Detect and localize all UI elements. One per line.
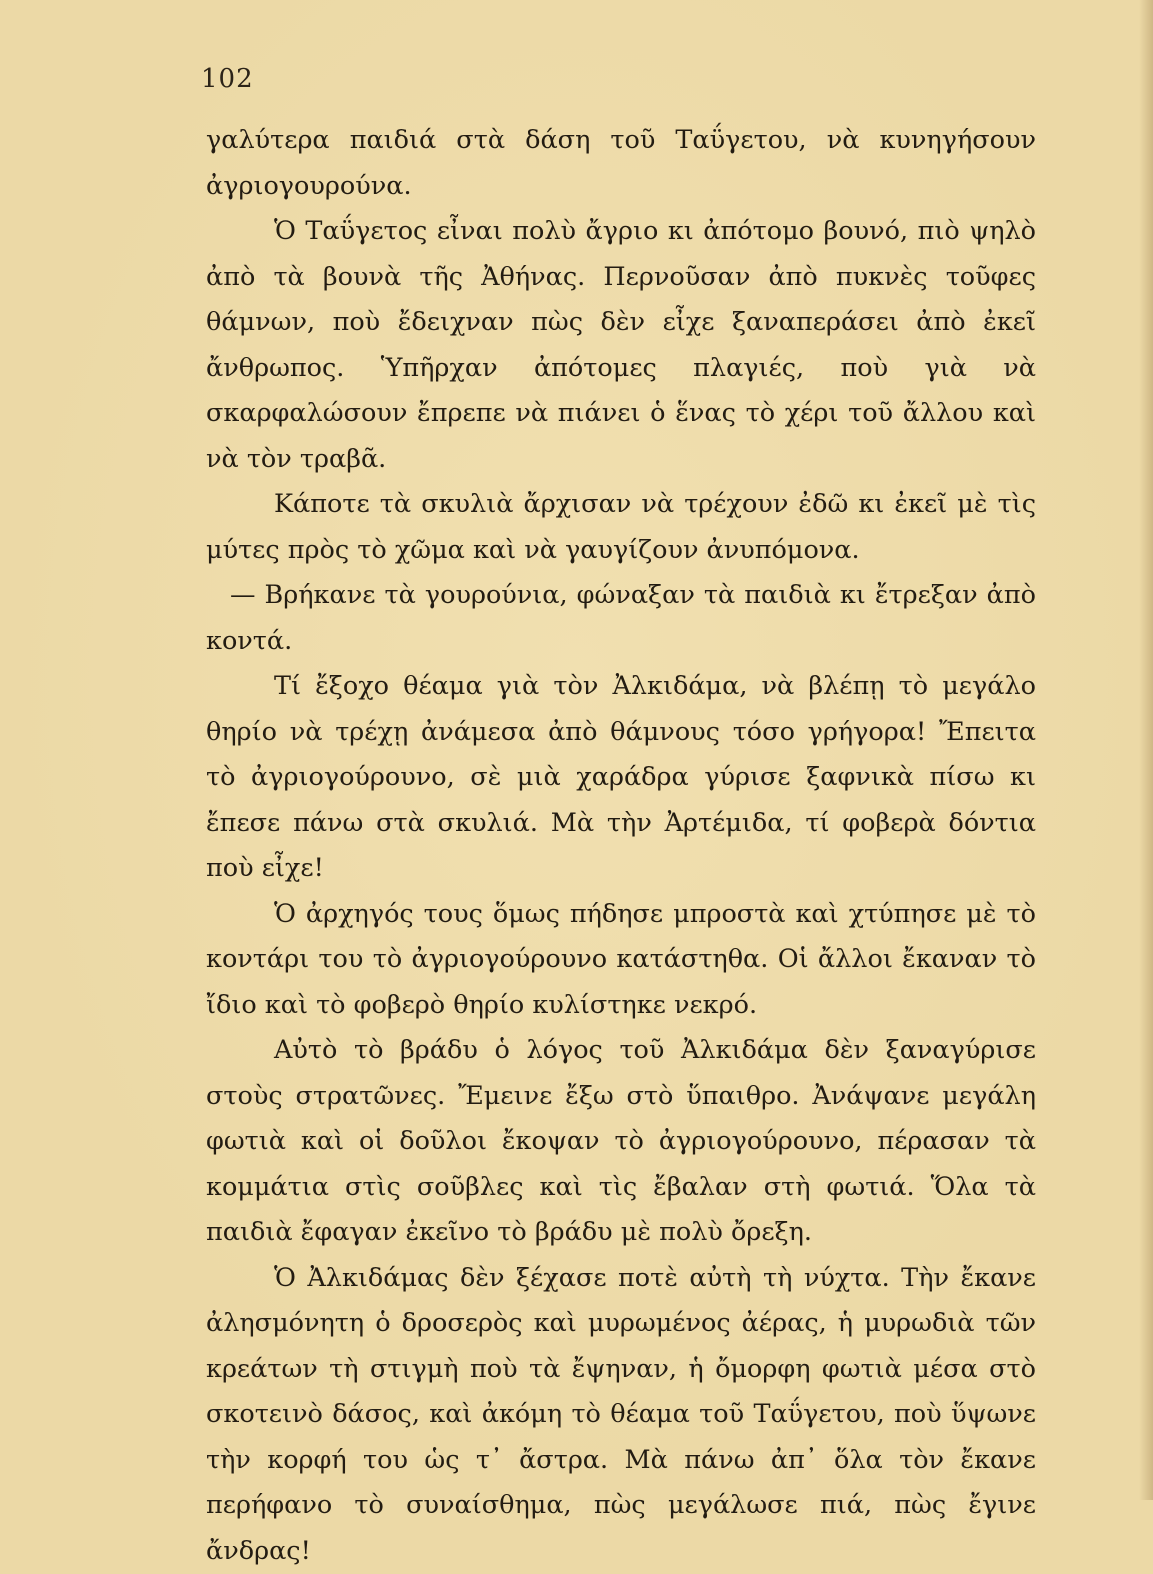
paragraph-continuation: γαλύτερα παιδιά στὰ δάση τοῦ Ταΰγετου, νὰ κυνηγήσουν ἀγριογουρούνα. [206, 118, 1036, 209]
paragraph: Ὁ ἀρχηγός τους ὅμως πήδησε μπροστὰ καὶ χτύπησε μὲ τὸ κοντάρι του τὸ ἀγριογούρουνο κατάστηθα. Οἱ ἄλλοι ἔκαναν τὸ ἴδιο καὶ τὸ φοβερὸ θηρίο κυλίστηκε νεκρό. [206, 892, 1036, 1029]
paragraph: Ὁ Ἀλκιδάμας δὲν ξέχασε ποτὲ αὐτὴ τὴ νύχτα. Τὴν ἔκανε ἀλησμόνητη ὁ δροσερὸς καὶ μυρωμένος ἀέρας, ἡ μυρωδιὰ τῶν κρεάτων τὴ στιγμὴ ποὺ τὰ ἔψηναν, ἡ ὄμορφη φωτιὰ μέσα στὸ σκοτεινὸ δάσος, καὶ ἀκόμη τὸ θέαμα τοῦ Ταΰγετου, ποὺ ὕψωνε τὴν κορφή του ὡς τ᾽ ἄστρα. Μὰ πάνω ἀπ᾽ ὅλα τὸν ἔκανε περήφανο τὸ συναίσθημα, πὼς μεγάλωσε πιά, πὼς ἔγινε ἄνδρας! [206, 1256, 1036, 1574]
paragraph: Αὐτὸ τὸ βράδυ ὁ λόγος τοῦ Ἀλκιδάμα δὲν ξαναγύρισε στοὺς στρατῶνες. Ἔμεινε ἔξω στὸ ὕπαιθρο. Ἀνάψανε μεγάλη φωτιὰ καὶ οἱ δοῦλοι ἔκοψαν τὸ ἀγριογούρουνο, πέρασαν τὰ κομμάτια στὶς σοῦβλες καὶ τὶς ἔβαλαν στὴ φωτιά. Ὅλα τὰ παιδιὰ ἔφαγαν ἐκεῖνο τὸ βράδυ μὲ πολὺ ὄρεξη. [206, 1028, 1036, 1256]
body-text [206, 118, 1036, 1574]
paragraph: Τί ἔξοχο θέαμα γιὰ τὸν Ἀλκιδάμα, νὰ βλέπῃ τὸ μεγάλο θηρίο νὰ τρέχῃ ἀνάμεσα ἀπὸ θάμνους τόσο γρήγορα! Ἔπειτα τὸ ἀγριογούρουνο, σὲ μιὰ χαράδρα γύρισε ξαφνικὰ πίσω κι ἔπεσε πάνω στὰ σκυλιά. Μὰ τὴν Ἀρτέμιδα, τί φοβερὰ δόντια ποὺ εἶχε! [206, 664, 1036, 892]
page-edge-shadow [1139, 0, 1153, 1500]
page-number: 102 [201, 64, 254, 94]
paragraph-dialogue: — Βρήκανε τὰ γουρούνια, φώναξαν τὰ παιδιὰ κι ἔτρεξαν ἀπὸ κοντά. [206, 573, 1036, 664]
paragraph: Ὁ Ταΰγετος εἶναι πολὺ ἄγριο κι ἀπότομο βουνό, πιὸ ψηλὸ ἀπὸ τὰ βουνὰ τῆς Ἀθήνας. Περνοῦσαν ἀπὸ πυκνὲς τοῦφες θάμνων, ποὺ ἔδειχναν πὼς δὲν εἶχε ξαναπεράσει ἀπὸ ἐκεῖ ἄνθρωπος. Ὑπῆρχαν ἀπότομες πλαγιές, ποὺ γιὰ νὰ σκαρφαλώσουν ἔπρεπε νὰ πιάνει ὁ ἕνας τὸ χέρι τοῦ ἄλλου καὶ νὰ τὸν τραβᾶ. [206, 209, 1036, 482]
paragraph: Κάποτε τὰ σκυλιὰ ἄρχισαν νὰ τρέχουν ἐδῶ κι ἐκεῖ μὲ τὶς μύτες πρὸς τὸ χῶμα καὶ νὰ γαυγίζουν ἀνυπόμονα. [206, 482, 1036, 573]
